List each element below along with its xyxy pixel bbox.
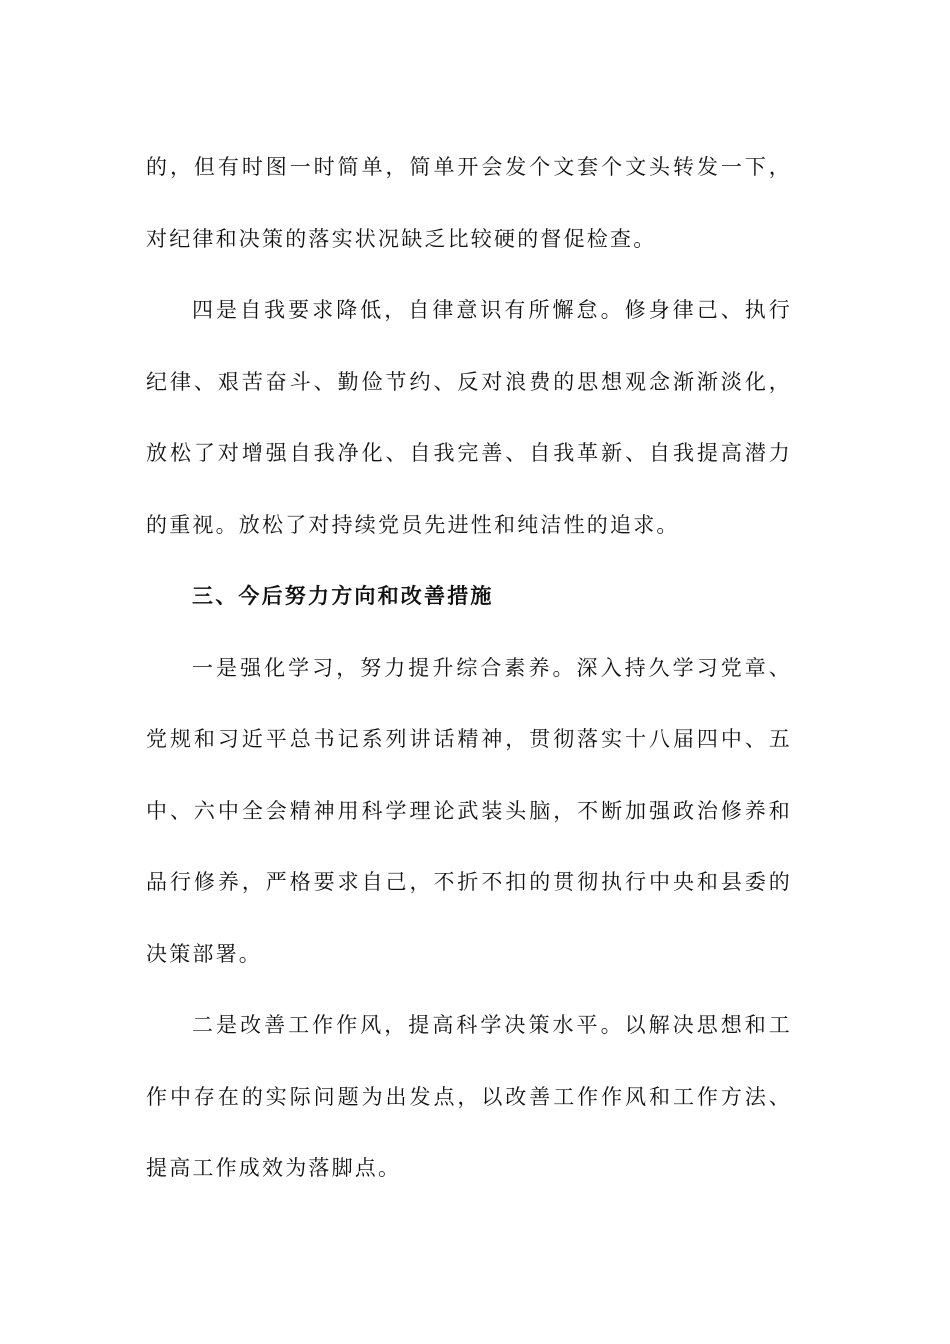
paragraph-continuation: 的，但有时图一时简单，简单开会发个文套个文头转发一下，对纪律和决策的落实状况缺乏比较硬的督促检查。 (146, 155, 792, 251)
document-body (146, 132, 792, 1205)
paragraph-point-one: 一是强化学习，努力提升综合素养。深入持久学习党章、党规和习近平总书记系列讲话精神，贯彻落实十八届四中、五中、六中全会精神用科学理论武装头脑，不断加强政治修养和品行修养，严格要求自己，不折不扣的贯彻执行中央和县委的决策部署。 (146, 655, 792, 966)
paragraph-point-four: 四是自我要求降低，自律意识有所懈怠。修身律己、执行纪律、艰苦奋斗、勤俭节约、反对浪费的思想观念渐渐淡化，放松了对增强自我净化、自我完善、自我革新、自我提高潜力的重视。放松了对持续党员先进性和纯洁性的追求。 (146, 298, 792, 537)
section-heading: 三、今后努力方向和改善措施 (192, 584, 494, 608)
paragraph-point-two: 二是改善工作作风，提高科学决策水平。以解决思想和工作中存在的实际问题为出发点，以改善工作作风和工作方法、提高工作成效为落脚点。 (146, 1013, 792, 1180)
